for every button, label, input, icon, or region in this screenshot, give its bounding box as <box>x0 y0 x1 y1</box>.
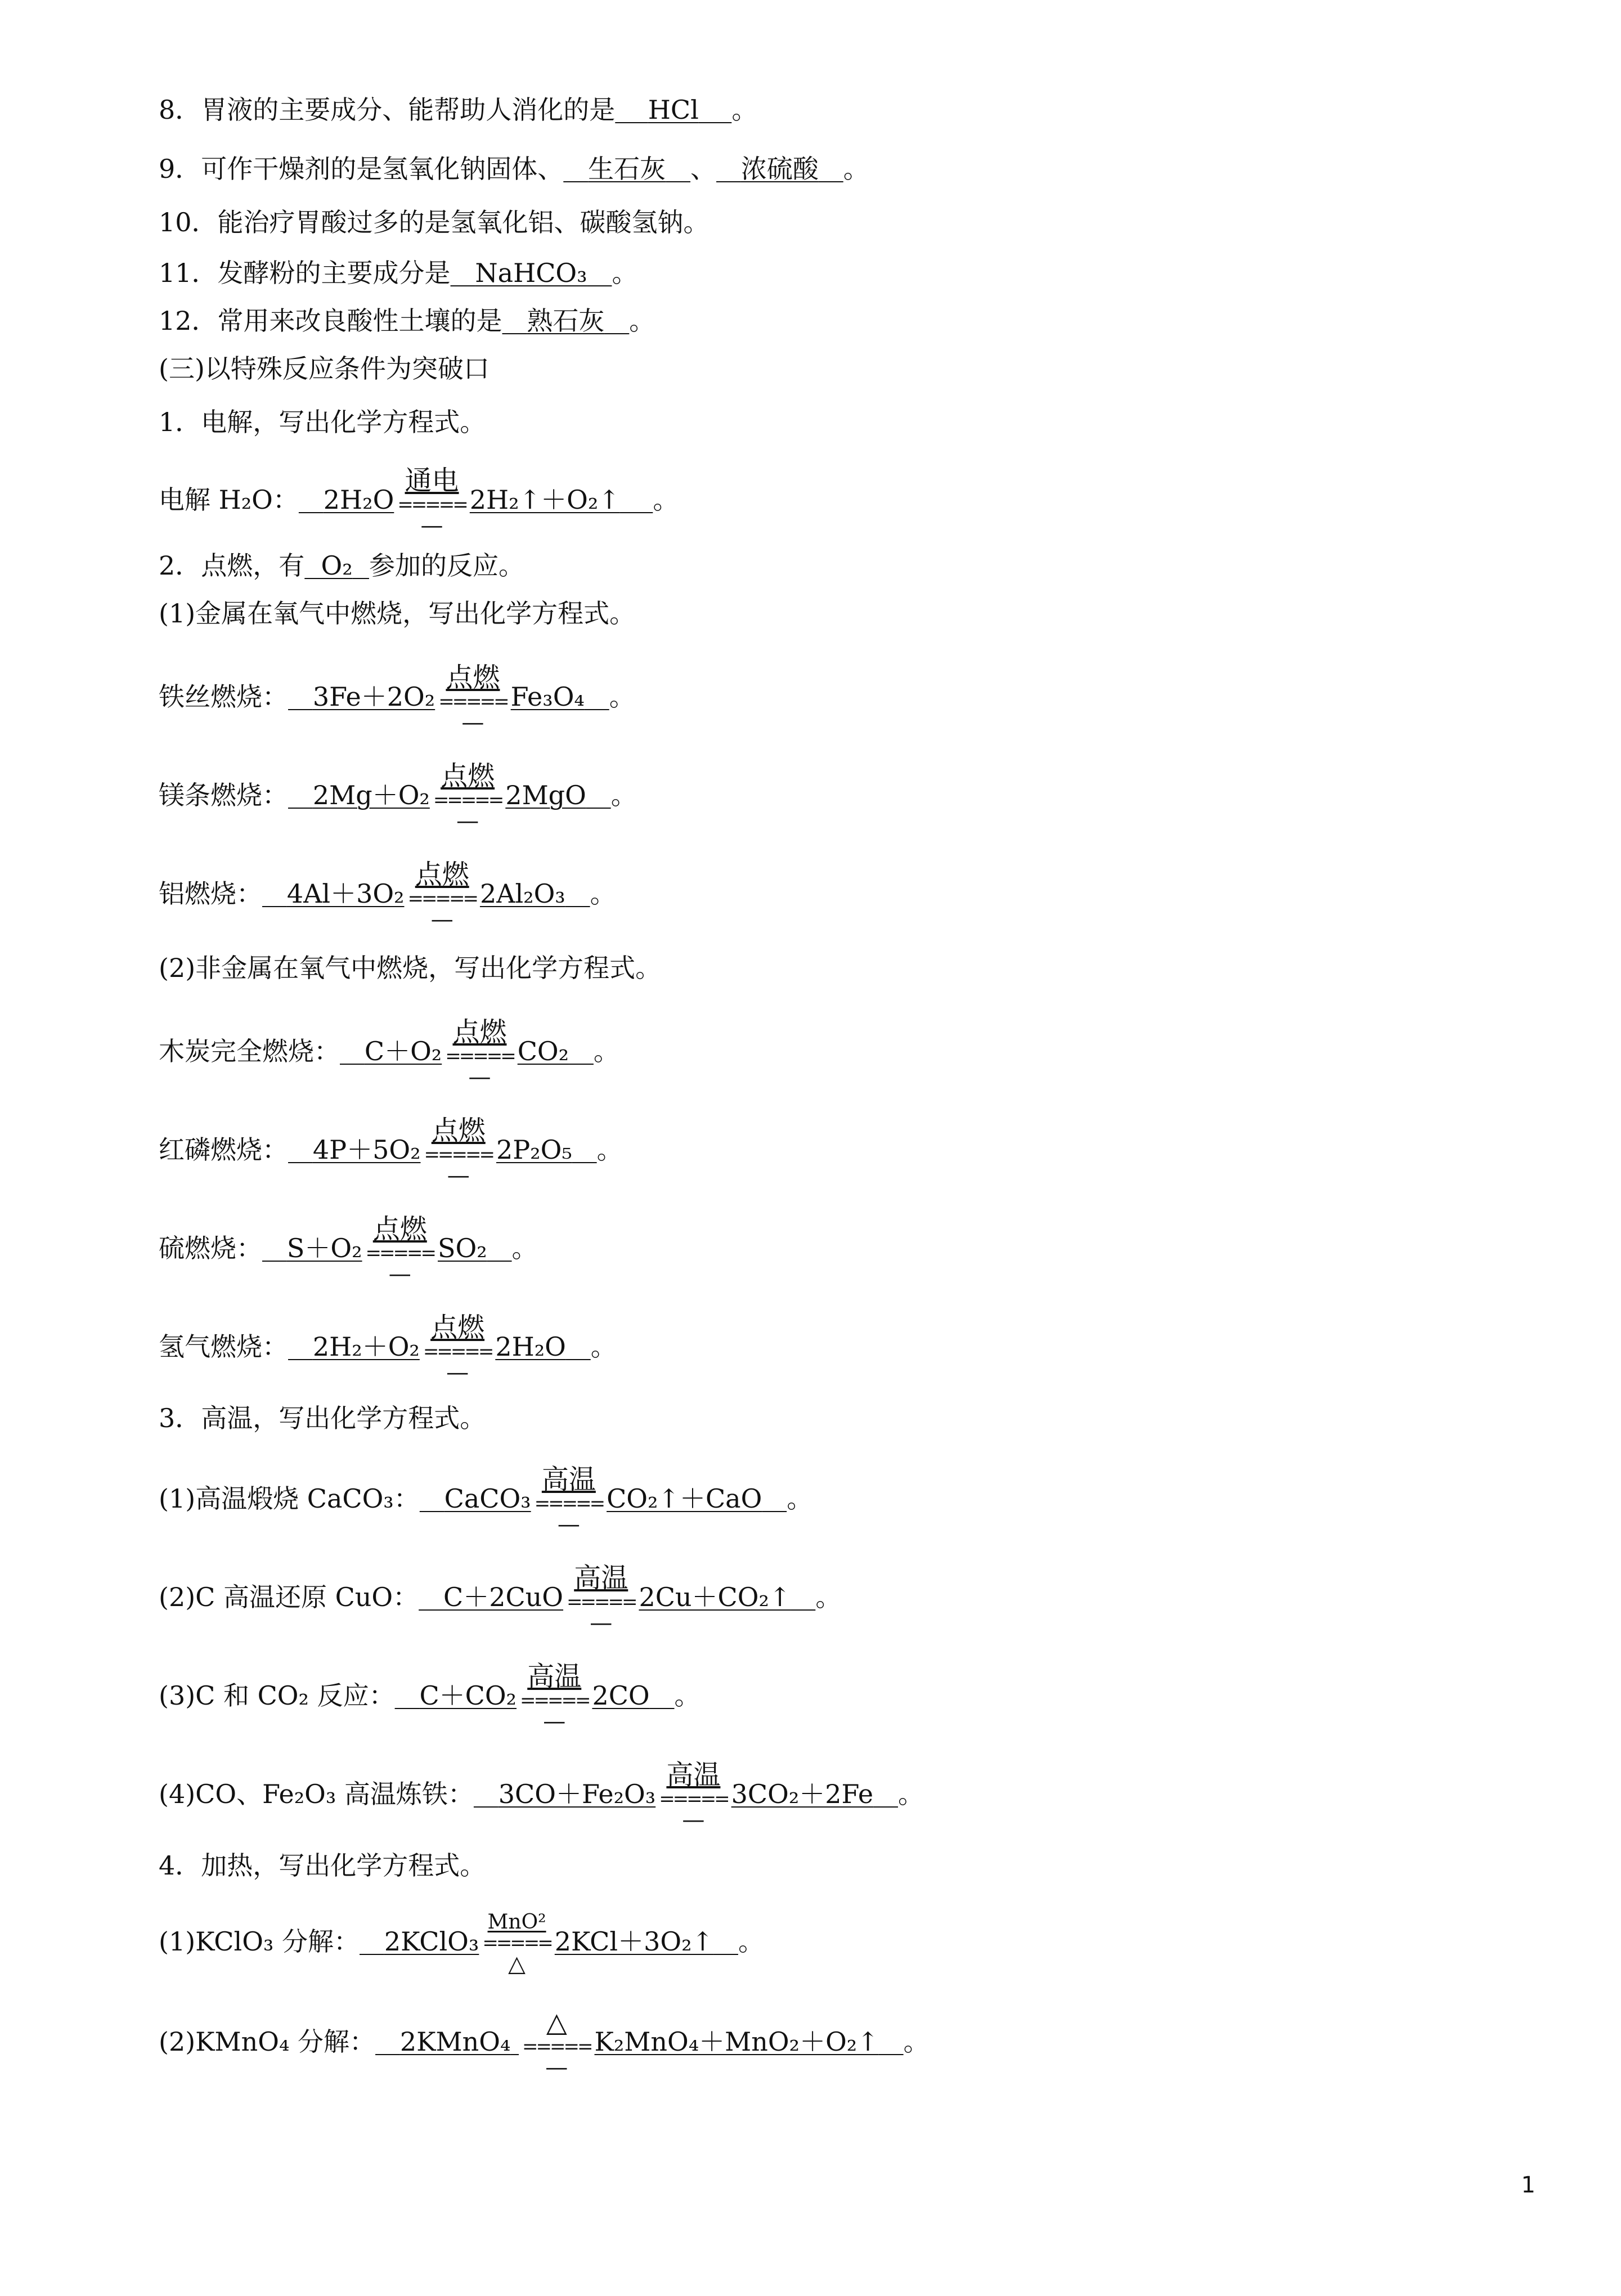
equation-magnesium: 镁条燃烧： 2Mg＋O₂ 点燃 ===== — 2MgO 。 <box>159 760 637 834</box>
equation-aluminum: 铝燃烧： 4Al＋3O₂ 点燃 ===== — 2Al₂O₃ 。 <box>159 859 616 932</box>
reaction-condition: 点燃 ===== — <box>423 1312 492 1385</box>
equation-c-co2: (3)C 和 CO₂ 反应： C＋CO₂ 高温 ===== — 2CO 。 <box>159 1661 701 1734</box>
equation-sulfur: 硫燃烧： S＋O₂ 点燃 ===== — SO₂ 。 <box>159 1213 538 1287</box>
page-number: 1 <box>1521 2172 1535 2198</box>
question-2-2: (2)非金属在氧气中燃烧，写出化学方程式。 <box>159 953 662 983</box>
reaction-condition: △ ===== — <box>522 2007 591 2080</box>
reaction-condition: 高温 ===== — <box>520 1661 589 1734</box>
answer-blank: 浓硫酸 <box>740 154 819 184</box>
reaction-condition: MnO² ===== △ <box>482 1911 551 1977</box>
equation-kclo3: (1)KClO₃ 分解： 2KClO₃ MnO² ===== △ 2KCl＋3O₂↑ 。 <box>159 1911 764 1977</box>
reaction-condition: 高温 ===== — <box>534 1464 604 1537</box>
item-9: 9．可作干燥剂的是氢氧化钠固体、 生石灰 、 浓硫酸 。 <box>159 154 869 184</box>
reaction-condition: 点燃 ===== — <box>433 760 502 834</box>
equation-caco3: (1)高温煅烧 CaCO₃： CaCO₃ 高温 ===== — CO₂↑＋CaO 。 <box>159 1464 813 1537</box>
equation-phosphorus: 红磷燃烧： 4P＋5O₂ 点燃 ===== — 2P₂O₅ 。 <box>159 1115 623 1189</box>
reaction-condition: 通电 ===== — <box>397 465 466 539</box>
reaction-condition: 点燃 ===== — <box>424 1115 493 1189</box>
reaction-condition: 点燃 ===== — <box>445 1016 514 1090</box>
item-10: 10．能治疗胃酸过多的是氢氧化铝、碳酸氢钠。 <box>159 207 710 237</box>
reaction-condition: 点燃 ===== — <box>438 662 508 736</box>
reaction-condition: 高温 ===== — <box>659 1759 728 1833</box>
item-8: 8．胃液的主要成分、能帮助人消化的是 HCl 。 <box>159 95 758 125</box>
equation-cuo: (2)C 高温还原 CuO： C＋2CuO 高温 ===== — 2Cu＋CO₂↑ 。 <box>159 1562 842 1636</box>
answer-blank: HCl <box>648 95 699 125</box>
question-4: 4．加热，写出化学方程式。 <box>159 1850 486 1881</box>
item-11: 11．发酵粉的主要成分是 NaHCO₃ 。 <box>159 258 638 288</box>
question-1: 1．电解，写出化学方程式。 <box>159 407 486 437</box>
reaction-condition: 点燃 ===== — <box>365 1213 434 1287</box>
reaction-condition: 点燃 ===== — <box>407 859 477 932</box>
answer-blank: NaHCO₃ <box>475 258 587 288</box>
equation-kmno4: (2)KMnO₄ 分解： 2KMnO₄ △ ===== — K₂MnO₄＋MnO₂＋O₂↑ 。 <box>159 2007 930 2080</box>
equation-carbon: 木炭完全燃烧： C＋O₂ 点燃 ===== — CO₂ 。 <box>159 1016 619 1090</box>
equation-iron: 铁丝燃烧： 3Fe＋2O₂ 点燃 ===== — Fe₃O₄ 。 <box>159 662 635 736</box>
equation-hydrogen: 氢气燃烧： 2H₂＋O₂ 点燃 ===== — 2H₂O 。 <box>159 1312 617 1385</box>
item-12: 12．常用来改良酸性土壤的是 熟石灰 。 <box>159 306 655 336</box>
question-2: 2．点燃，有 O₂ 参加的反应。 <box>159 550 524 581</box>
equation-electrolysis: 电解 H₂O： 2H₂O 通电 ===== — 2H₂↑＋O₂↑ 。 <box>159 465 679 539</box>
answer-blank: 生石灰 <box>588 154 666 184</box>
question-3: 3．高温，写出化学方程式。 <box>159 1403 486 1433</box>
section-heading: (三)以特殊反应条件为突破口 <box>159 353 490 384</box>
reaction-condition: 高温 ===== — <box>567 1562 636 1636</box>
question-2-1: (1)金属在氧气中燃烧，写出化学方程式。 <box>159 598 636 629</box>
answer-blank: 熟石灰 <box>527 306 605 336</box>
equation-ironmaking: (4)CO、Fe₂O₃ 高温炼铁： 3CO＋Fe₂O₃ 高温 ===== — 3CO₂＋2Fe 。 <box>159 1759 924 1833</box>
